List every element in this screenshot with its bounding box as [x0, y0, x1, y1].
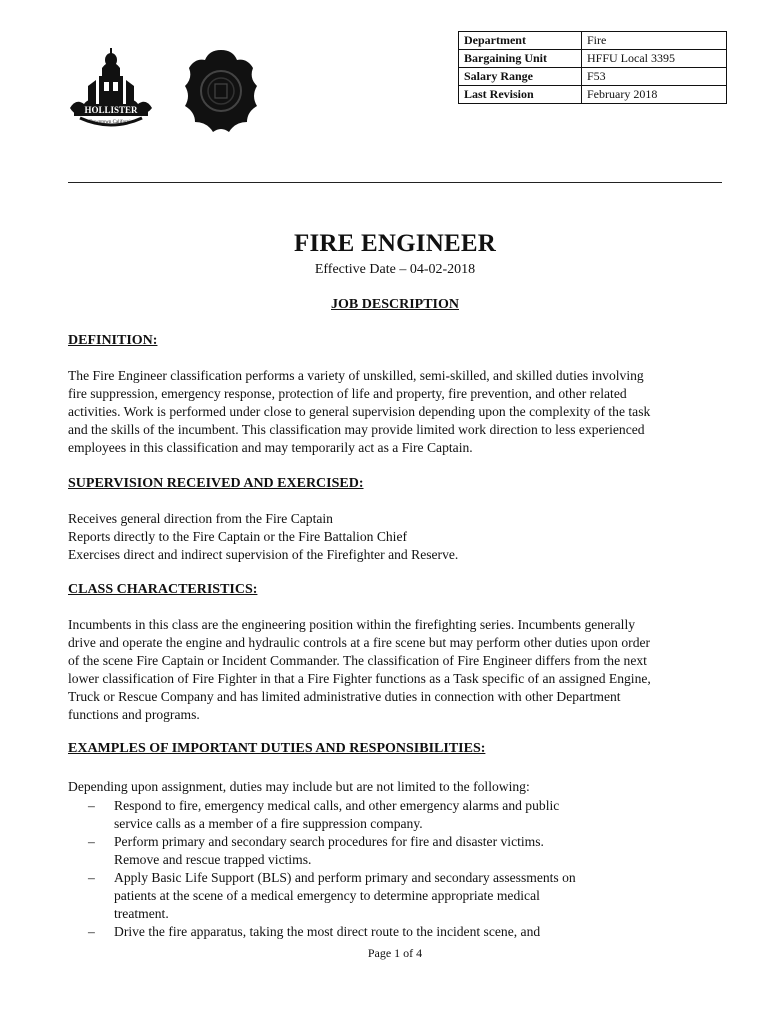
city-logo-subtext: Downtown California — [89, 120, 133, 125]
info-row — [459, 50, 727, 68]
duties-intro: Depending upon assignment, duties may include but are not limited to the following: — [68, 779, 530, 794]
info-label: Salary Range — [459, 68, 582, 86]
supervision-heading: SUPERVISION RECEIVED AND EXERCISED: — [68, 476, 364, 491]
duties-list — [88, 797, 688, 941]
text-line: fire suppression, emergency response, protection of life and property, fire prevention, and other related — [68, 386, 627, 401]
info-label: Department — [459, 32, 582, 50]
dash-bullet-icon: – — [88, 924, 95, 939]
info-value: Fire — [582, 32, 727, 50]
classification-info-table — [458, 31, 727, 104]
duties-heading: EXAMPLES OF IMPORTANT DUTIES AND RESPONSIBILITIES: — [68, 741, 486, 756]
fire-department-seal-icon — [181, 46, 261, 136]
duty-line: treatment. — [114, 906, 169, 921]
duty-item — [88, 797, 688, 833]
text-line: employees in this classification and may temporarily act as a Fire Captain. — [68, 440, 473, 455]
text-line: Incumbents in this class are the engineering position within the firefighting series. Incumbents generally — [68, 617, 636, 632]
definition-paragraph — [68, 367, 728, 457]
duty-item — [88, 923, 688, 941]
text-line: lower classification of Fire Fighter in that a Fire Fighter functions as a Task specific of an assigned Engine, — [68, 671, 651, 686]
text-line: Truck or Rescue Company and has limited administrative duties in connection with other Department — [68, 689, 621, 704]
class-characteristics-heading: CLASS CHARACTERISTICS: — [68, 582, 258, 597]
text-line: Exercises direct and indirect supervision of the Firefighter and Reserve. — [68, 547, 459, 562]
info-label: Last Revision — [459, 86, 582, 104]
duty-line: Apply Basic Life Support (BLS) and perform primary and secondary assessments on — [114, 870, 576, 885]
city-of-hollister-logo — [66, 46, 156, 136]
info-row — [459, 32, 727, 50]
supervision-paragraph — [68, 510, 728, 564]
duty-line: Drive the fire apparatus, taking the most direct route to the incident scene, and — [114, 924, 541, 939]
duty-line: Perform primary and secondary search procedures for fire and disaster victims. — [114, 834, 544, 849]
text-line: Receives general direction from the Fire Captain — [68, 511, 333, 526]
duty-line: patients at the scene of a medical emergency to determine appropriate medical — [114, 888, 540, 903]
info-label: Bargaining Unit — [459, 50, 582, 68]
text-line: Reports directly to the Fire Captain or the Fire Battalion Chief — [68, 529, 408, 544]
info-value: February 2018 — [582, 86, 727, 104]
job-description-heading: JOB DESCRIPTION — [331, 297, 459, 312]
text-line: The Fire Engineer classification performs a variety of unskilled, semi-skilled, and skilled duties involving — [68, 368, 644, 383]
text-line: functions and programs. — [68, 707, 200, 722]
text-line: of the scene Fire Captain or Incident Commander. The classification of Fire Engineer differs from the next — [68, 653, 647, 668]
duty-item — [88, 869, 688, 923]
info-value: F53 — [582, 68, 727, 86]
dash-bullet-icon: – — [88, 798, 95, 813]
text-line: activities. Work is performed under close to general supervision depending upon the complexity of the task — [68, 404, 651, 419]
duty-line: Respond to fire, emergency medical calls, and other emergency alarms and public — [114, 798, 560, 813]
page-title: FIRE ENGINEER — [294, 230, 496, 257]
dash-bullet-icon: – — [88, 870, 95, 885]
definition-heading: DEFINITION: — [68, 333, 158, 348]
text-line: and the skills of the incumbent. This classification may provide limited work direction to less experienced — [68, 422, 645, 437]
duty-item — [88, 833, 688, 869]
text-line: drive and operate the engine and hydraulic controls at a fire scene but may perform other duties upon order — [68, 635, 651, 650]
duty-line: service calls as a member of a fire suppression company. — [114, 816, 423, 831]
info-value: HFFU Local 3395 — [582, 50, 727, 68]
info-row — [459, 68, 727, 86]
header-divider — [68, 182, 722, 183]
duty-line: Remove and rescue trapped victims. — [114, 852, 312, 867]
page-number: Page 1 of 4 — [367, 946, 423, 960]
city-logo-text: HOLLISTER — [84, 105, 138, 115]
info-row — [459, 86, 727, 104]
effective-date: Effective Date – 04-02-2018 — [314, 262, 476, 277]
dash-bullet-icon: – — [88, 834, 95, 849]
class-characteristics-paragraph — [68, 616, 728, 724]
